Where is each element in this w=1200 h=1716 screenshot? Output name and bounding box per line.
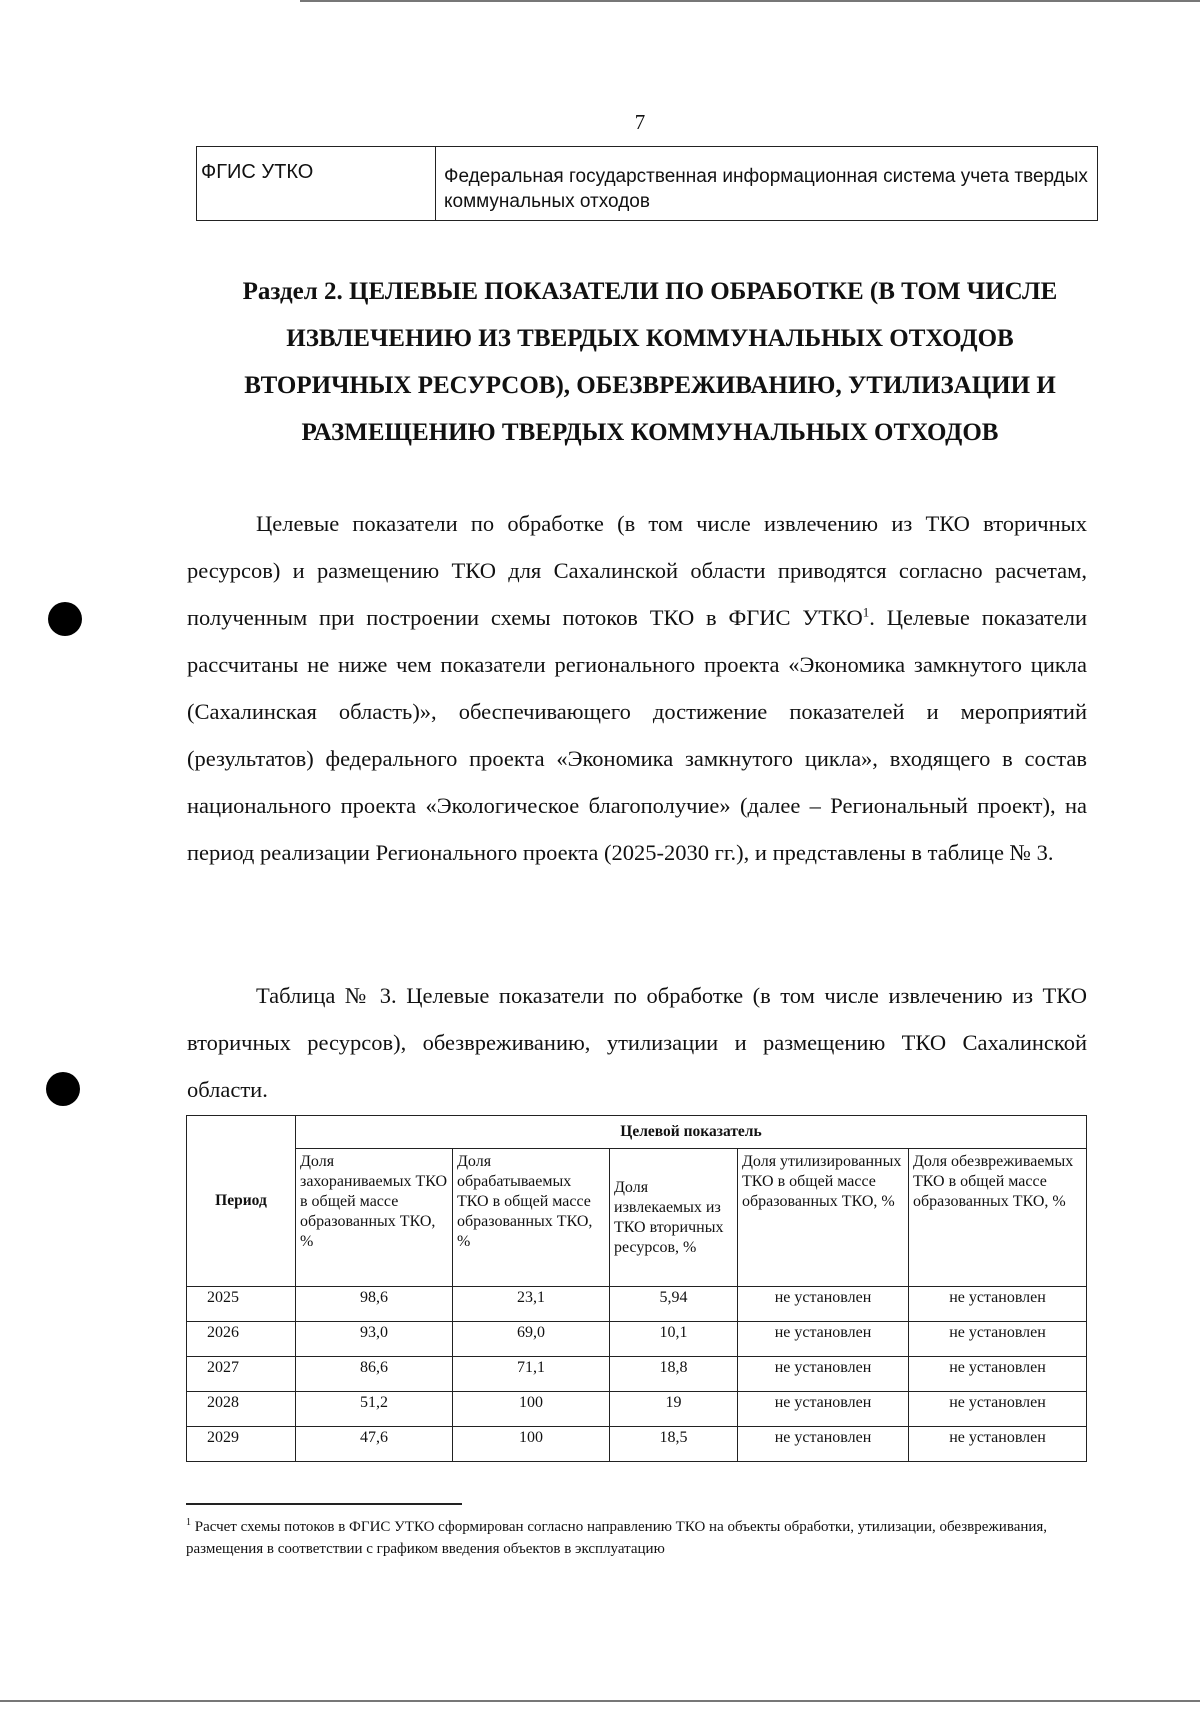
page-number: 7	[634, 110, 646, 134]
body-paragraph	[187, 500, 1087, 876]
section-title	[190, 268, 1110, 456]
table-subheader-row	[187, 1149, 1087, 1287]
table-cell: не установлен	[909, 1322, 1087, 1357]
table-cell: не установлен	[909, 1357, 1087, 1392]
table-cell: не установлен	[738, 1427, 909, 1462]
target-indicators-table	[186, 1115, 1087, 1462]
period-cell: 2027	[187, 1357, 296, 1392]
footnote	[186, 1516, 1086, 1560]
abbreviation-table	[196, 146, 1098, 221]
table-row	[187, 1392, 1087, 1427]
table-cell: не установлен	[909, 1427, 1087, 1462]
table-cell: не установлен	[909, 1287, 1087, 1322]
column-header: Доля утилизированных ТКО в общей массе образованных ТКО, %	[738, 1149, 909, 1287]
section-title-line: Раздел 2. ЦЕЛЕВЫЕ ПОКАЗАТЕЛИ ПО ОБРАБОТКЕ (В ТОМ ЧИСЛЕ	[242, 278, 1058, 305]
scan-top-edge	[300, 0, 1200, 2]
abbreviation-definition: Федеральная государственная информационная система учета твердых коммунальных отходов	[436, 147, 1098, 221]
table-cell: не установлен	[738, 1322, 909, 1357]
paragraph-text: Целевые показатели по обработке (в том числе извлечению из ТКО вторичных ресурсов) и размещению ТКО для Сахалинской области приводятся согласно расчетам, полученным при построении схемы потоков ТКО в ФГИС УТКО	[187, 511, 1087, 630]
table-cell: 47,6	[296, 1427, 453, 1462]
table-cell: 100	[453, 1392, 610, 1427]
paragraph-text: . Целевые показатели рассчитаны не ниже чем показатели регионального проекта «Экономика замкнутого цикла (Сахалинская область)», обеспечивающего достижение показателей и мероприятий (результатов) федерального проекта «Экономика замкнутого цикла», входящего в состав национального проекта «Экологическое благополучие» (далее – Региональный проект), на период реализации Регионального проекта (2025-2030 гг.), и представлены в таблице № 3.	[187, 605, 1087, 865]
period-cell: 2028	[187, 1392, 296, 1427]
table-cell: 51,2	[296, 1392, 453, 1427]
table-cell: 19	[610, 1392, 738, 1427]
table-cell: 93,0	[296, 1322, 453, 1357]
table-cell: не установлен	[738, 1357, 909, 1392]
column-header: Доля захораниваемых ТКО в общей массе образованных ТКО, %	[296, 1149, 453, 1287]
table-cell: 69,0	[453, 1322, 610, 1357]
period-cell: 2029	[187, 1427, 296, 1462]
column-header: Доля обрабатываемых ТКО в общей массе образованных ТКО, %	[453, 1149, 610, 1287]
table-cell: 100	[453, 1427, 610, 1462]
table-cell: 23,1	[453, 1287, 610, 1322]
column-header: Доля обезвреживаемых ТКО в общей массе образованных ТКО, %	[909, 1149, 1087, 1287]
abbreviation-row	[197, 147, 1098, 221]
table-cell: 5,94	[610, 1287, 738, 1322]
table-row	[187, 1287, 1087, 1322]
punch-hole	[46, 1072, 80, 1106]
table-cell: 98,6	[296, 1287, 453, 1322]
period-header: Период	[187, 1116, 296, 1287]
table-row	[187, 1427, 1087, 1462]
period-cell: 2025	[187, 1287, 296, 1322]
footnote-reference: 1	[862, 604, 870, 620]
indicator-group-header: Целевой показатель	[296, 1116, 1087, 1149]
table-cell: не установлен	[738, 1392, 909, 1427]
table-cell: не установлен	[909, 1392, 1087, 1427]
table-cell: 71,1	[453, 1357, 610, 1392]
period-cell: 2026	[187, 1322, 296, 1357]
table-row	[187, 1322, 1087, 1357]
table-caption: Таблица № 3. Целевые показатели по обработке (в том числе извлечению из ТКО вторичных ресурсов), обезвреживанию, утилизации и размещению ТКО Сахалинской области.	[187, 983, 1087, 1102]
footnote-divider	[186, 1503, 462, 1505]
section-title-line: РАЗМЕЩЕНИЮ ТВЕРДЫХ КОММУНАЛЬНЫХ ОТХОДОВ	[301, 419, 999, 446]
table-cell: 18,8	[610, 1357, 738, 1392]
table-row	[187, 1357, 1087, 1392]
footnote-marker: 1	[186, 1517, 191, 1528]
table-cell: 86,6	[296, 1357, 453, 1392]
table-cell: 18,5	[610, 1427, 738, 1462]
section-title-line: ВТОРИЧНЫХ РЕСУРСОВ), ОБЕЗВРЕЖИВАНИЮ, УТИЛИЗАЦИИ И	[244, 372, 1056, 399]
punch-hole	[48, 602, 82, 636]
abbreviation-term: ФГИС УТКО	[197, 147, 436, 221]
section-title-line: ИЗВЛЕЧЕНИЮ ИЗ ТВЕРДЫХ КОММУНАЛЬНЫХ ОТХОДОВ	[286, 325, 1014, 352]
scan-bottom-edge	[0, 1700, 1200, 1702]
footnote-text: Расчет схемы потоков в ФГИС УТКО сформирован согласно направлению ТКО на объекты обработки, утилизации, обезвреживания, размещения в соответствии с графиком введения объектов в эксплуатацию	[186, 1519, 1048, 1557]
column-header: Доля извлекаемых из ТКО вторичных ресурсов, %	[610, 1149, 738, 1287]
table-cell: не установлен	[738, 1287, 909, 1322]
table-cell: 10,1	[610, 1322, 738, 1357]
table-header-row	[187, 1116, 1087, 1149]
